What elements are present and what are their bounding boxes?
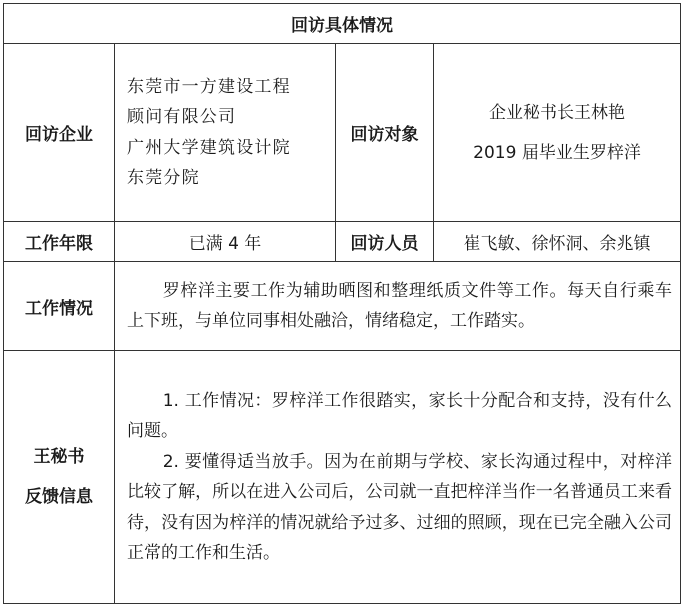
feedback-text-cell bbox=[115, 351, 681, 604]
revisit-table bbox=[3, 3, 681, 604]
company-line: 顾问有限公司 bbox=[127, 107, 237, 127]
target-values bbox=[434, 44, 681, 222]
company-label: 回访企业 bbox=[4, 44, 115, 222]
feedback-paragraph: 2. 要懂得适当放手。因为在前期与学校、家长沟通过程中，对梓洋比较了解，所以在进入公司后，公司就一直把梓洋当作一名普通员工来看待，没有因为梓洋的情况就给予过多、过细的照顾，现在已完全融入公司正常的工作和生活。 bbox=[127, 451, 672, 563]
feedback-label bbox=[4, 351, 115, 604]
company-line: 东莞市一方建设工程 bbox=[127, 76, 291, 97]
work-label: 工作情况 bbox=[4, 262, 115, 351]
company-row bbox=[4, 44, 681, 222]
work-text: 罗梓洋主要工作为辅助晒图和整理纸质文件等工作。每天自行乘车上下班，与单位同事相处融洽，情绪稳定，工作踏实。 bbox=[127, 280, 672, 331]
feedback-label-line: 王秘书 bbox=[33, 447, 85, 467]
visitor-label: 回访人员 bbox=[336, 222, 434, 262]
visitor-value: 崔飞敏、徐怀洞、余兆镇 bbox=[434, 222, 681, 262]
years-row bbox=[4, 222, 681, 262]
years-label: 工作年限 bbox=[4, 222, 115, 262]
work-row bbox=[4, 262, 681, 351]
title-row bbox=[4, 4, 681, 44]
table-title: 回访具体情况 bbox=[4, 4, 681, 44]
target-label: 回访对象 bbox=[336, 44, 434, 222]
target-line: 企业秘书长王林艳 bbox=[489, 102, 625, 123]
company-line: 东莞分院 bbox=[127, 168, 200, 188]
target-line: 2019 届毕业生罗梓洋 bbox=[473, 142, 641, 163]
company-names bbox=[115, 44, 336, 222]
feedback-label-line: 反馈信息 bbox=[25, 487, 93, 507]
years-value: 已满 4 年 bbox=[115, 222, 336, 262]
work-text-cell bbox=[115, 262, 681, 351]
company-line: 广州大学建筑设计院 bbox=[127, 137, 291, 158]
feedback-row bbox=[4, 351, 681, 604]
feedback-paragraph: 1. 工作情况：罗梓洋工作很踏实，家长十分配合和支持，没有什么问题。 bbox=[127, 390, 672, 441]
